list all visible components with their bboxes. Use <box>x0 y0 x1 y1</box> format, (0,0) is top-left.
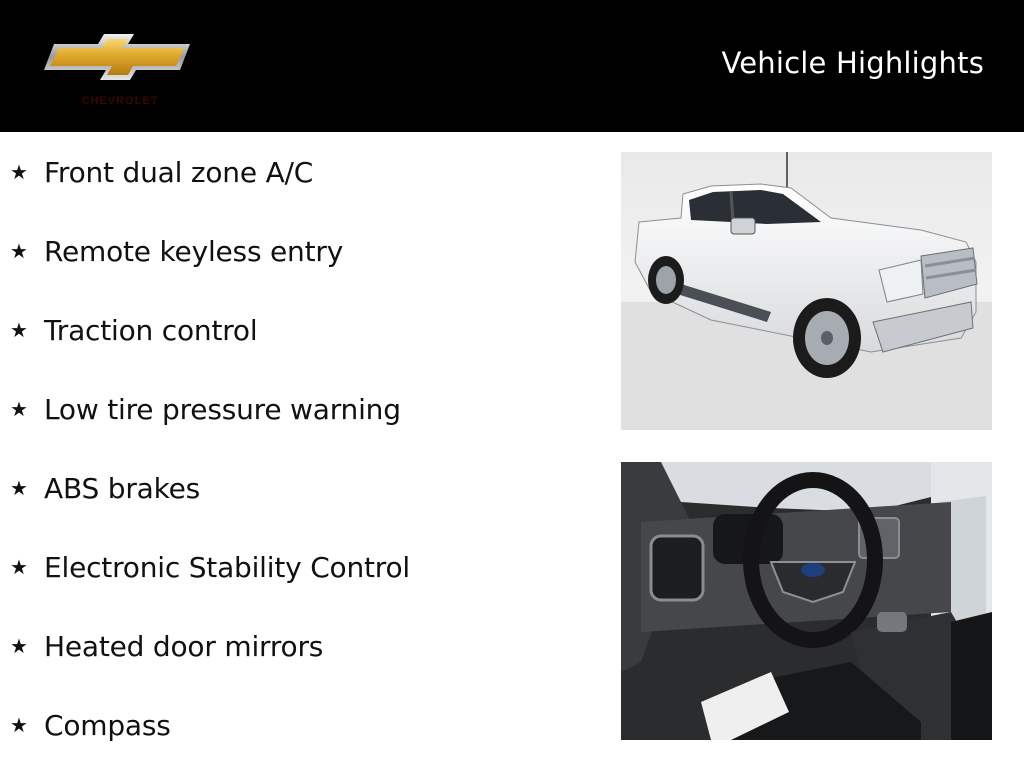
header-banner <box>0 0 1024 132</box>
feature-item <box>10 547 410 587</box>
star-icon: ★ <box>10 713 28 737</box>
star-icon: ★ <box>10 555 28 579</box>
page-title: Vehicle Highlights <box>721 46 984 80</box>
feature-label: Compass <box>44 708 171 742</box>
feature-item <box>10 389 401 429</box>
truck-exterior-photo <box>621 152 992 430</box>
feature-item <box>10 231 343 271</box>
feature-label: Traction control <box>44 313 258 347</box>
star-icon: ★ <box>10 318 28 342</box>
feature-label: Electronic Stability Control <box>44 550 411 584</box>
feature-item <box>10 310 257 350</box>
star-icon: ★ <box>10 476 28 500</box>
feature-list <box>0 132 600 768</box>
star-icon: ★ <box>10 239 28 263</box>
feature-item <box>10 152 313 192</box>
brand-wordmark: CHEVROLET <box>81 95 159 107</box>
feature-label: Heated door mirrors <box>44 629 324 663</box>
feature-item <box>10 468 200 508</box>
truck-interior-photo <box>621 462 992 740</box>
feature-label: Low tire pressure warning <box>44 392 401 426</box>
star-icon: ★ <box>10 160 28 184</box>
feature-label: Remote keyless entry <box>44 234 344 268</box>
feature-label: ABS brakes <box>44 471 201 505</box>
feature-item <box>10 626 323 666</box>
feature-item <box>10 705 171 745</box>
star-icon: ★ <box>10 634 28 658</box>
feature-label: Front dual zone A/C <box>44 155 314 189</box>
star-icon: ★ <box>10 397 28 421</box>
